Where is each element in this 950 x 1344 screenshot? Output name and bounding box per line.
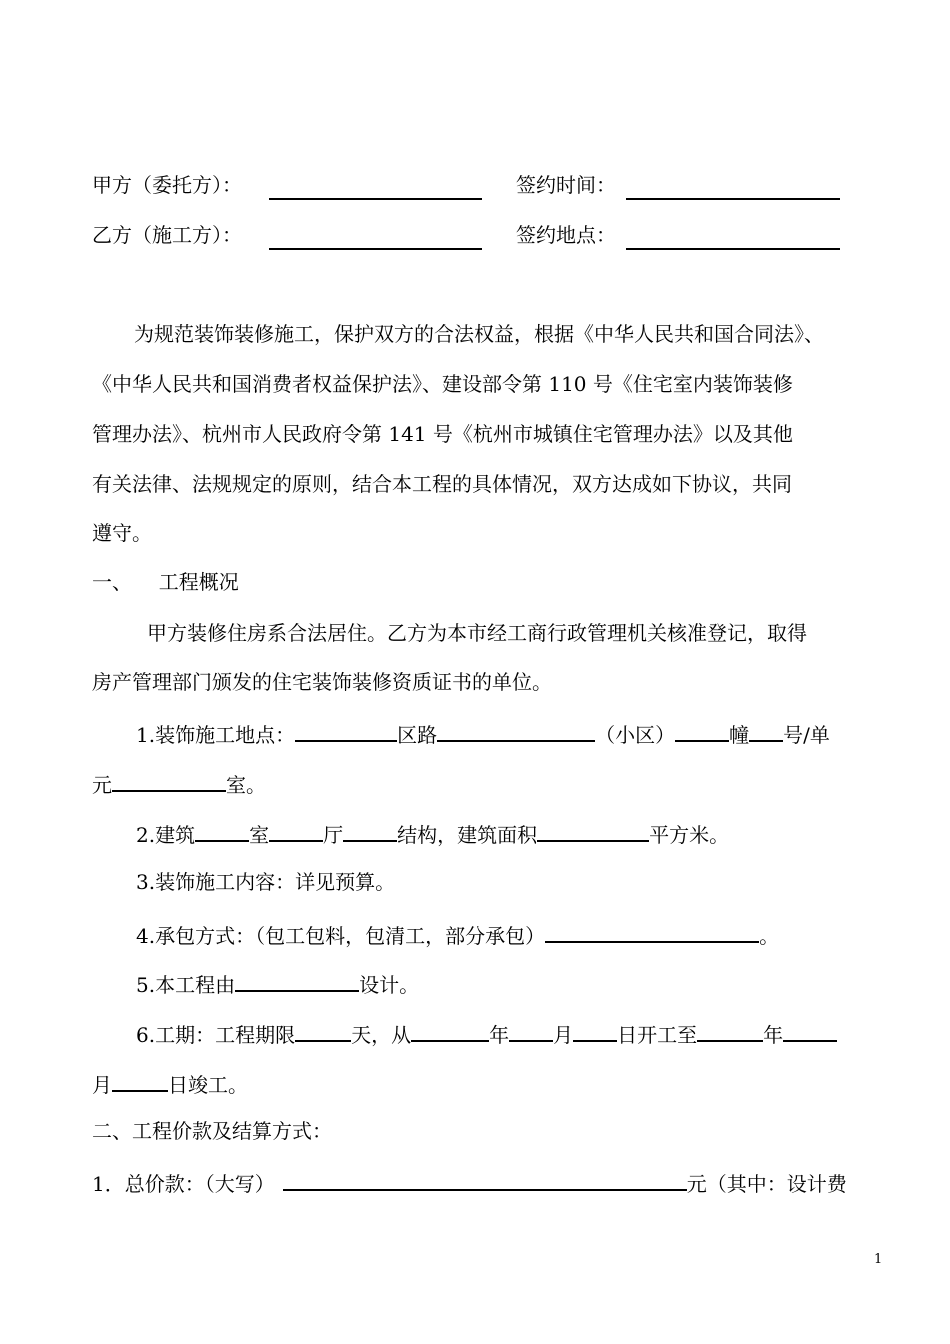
item-1-road-label: 区路 bbox=[397, 723, 438, 747]
room-input[interactable] bbox=[112, 768, 226, 792]
item-1-unit-label: 号/单 bbox=[783, 723, 830, 747]
party-b-row bbox=[92, 222, 242, 248]
section-1-para-line-1: 甲方装修住房系合法居住。乙方为本市经工商行政管理机关核准登记，取得 bbox=[147, 621, 807, 645]
halls-input[interactable] bbox=[269, 818, 323, 842]
intro-line-3: 管理办法》、杭州市人民政府令第 141 号《杭州市城镇住宅管理办法》以及其他 bbox=[92, 422, 793, 446]
section-1-title: 工程概况 bbox=[158, 570, 239, 594]
sign-place-row bbox=[516, 222, 616, 248]
item-1-room-label: 室。 bbox=[226, 773, 266, 797]
total-price-input[interactable] bbox=[283, 1167, 687, 1191]
party-a-label: 甲方（委托方）： bbox=[92, 173, 242, 197]
section-1-heading bbox=[92, 569, 239, 595]
designer-input[interactable] bbox=[235, 968, 359, 992]
item-3-row: 3.装饰施工内容：详见预算。 bbox=[136, 870, 396, 894]
end-day-input[interactable] bbox=[112, 1068, 168, 1092]
item-5-row bbox=[136, 968, 419, 998]
item-4-end: 。 bbox=[759, 924, 780, 948]
item-2-unit-label: 平方米。 bbox=[649, 823, 730, 847]
item-6-end-label: 日竣工。 bbox=[168, 1073, 248, 1097]
party-a-input[interactable] bbox=[269, 198, 482, 200]
sign-place-label: 签约地点： bbox=[516, 223, 616, 247]
item-6-from-label: 天，从 bbox=[351, 1023, 412, 1047]
item-4-row bbox=[136, 919, 779, 949]
district-input[interactable] bbox=[295, 718, 397, 742]
item-2-label: 2.建筑 bbox=[136, 823, 196, 847]
item-1-label: 1.装饰施工地点： bbox=[136, 723, 296, 747]
item-1-community-label: （小区） bbox=[595, 723, 676, 747]
area-input[interactable] bbox=[537, 818, 649, 842]
item-2-area-label: 结构，建筑面积 bbox=[397, 823, 538, 847]
rooms-input[interactable] bbox=[195, 818, 249, 842]
building-input[interactable] bbox=[675, 718, 729, 742]
contract-mode-input[interactable] bbox=[545, 919, 759, 943]
item-5-label: 5.本工程由 bbox=[136, 973, 236, 997]
start-month-input[interactable] bbox=[509, 1018, 553, 1042]
item-2-hall-label: 厅 bbox=[323, 823, 344, 847]
section-1-number: 一、 bbox=[92, 570, 132, 594]
total-price-suffix: 元（其中：设计费 bbox=[686, 1172, 847, 1196]
total-price-label: 1．总价款：（大写） bbox=[92, 1172, 275, 1196]
item-2-room-label: 室 bbox=[249, 823, 270, 847]
section-1-para-line-2: 房产管理部门颁发的住宅装饰装修资质证书的单位。 bbox=[92, 670, 552, 694]
item-6-end-year-label: 年 bbox=[763, 1023, 784, 1047]
item-4-label: 4.承包方式：（包工包料，包清工，部分承包） bbox=[136, 924, 546, 948]
sign-time-label: 签约时间： bbox=[516, 173, 616, 197]
item-6-year-label: 年 bbox=[489, 1023, 510, 1047]
intro-line-5: 遵守。 bbox=[92, 521, 152, 545]
intro-line-1: 为规范装饰装修施工，保护双方的合法权益，根据《中华人民共和国合同法》、 bbox=[134, 322, 824, 346]
sign-time-input[interactable] bbox=[626, 198, 840, 200]
item-6-start-label: 日开工至 bbox=[617, 1023, 698, 1047]
party-a-row bbox=[92, 172, 242, 198]
intro-line-4: 有关法律、法规规定的原则，结合本工程的具体情况，双方达成如下协议，共同 bbox=[92, 472, 792, 496]
sign-place-input[interactable] bbox=[626, 248, 840, 250]
start-day-input[interactable] bbox=[573, 1018, 617, 1042]
item-6-row-2 bbox=[92, 1068, 248, 1098]
item-1-building-label: 幢 bbox=[729, 723, 750, 747]
item-1-row-2 bbox=[92, 768, 266, 798]
party-b-input[interactable] bbox=[269, 248, 482, 250]
item-2-row bbox=[136, 818, 729, 848]
item-6-end-month-label: 月 bbox=[92, 1073, 112, 1097]
item-6-month-label: 月 bbox=[553, 1023, 574, 1047]
section-2-heading: 二、工程价款及结算方式： bbox=[92, 1119, 332, 1143]
item-5-design-label: 设计。 bbox=[359, 973, 420, 997]
number-input[interactable] bbox=[749, 718, 783, 742]
item-1-unit-suffix: 元 bbox=[92, 773, 112, 797]
section-2-item-1 bbox=[92, 1167, 847, 1197]
item-1-row bbox=[136, 718, 830, 748]
item-6-label: 6.工期：工程期限 bbox=[136, 1023, 296, 1047]
start-year-input[interactable] bbox=[411, 1018, 489, 1042]
page-number: 1 bbox=[874, 1252, 883, 1267]
structure-input[interactable] bbox=[343, 818, 397, 842]
sign-time-row bbox=[516, 172, 616, 198]
intro-line-2: 《中华人民共和国消费者权益保护法》、建设部令第 110 号《住宅室内装饰装修 bbox=[92, 372, 793, 396]
end-month-input[interactable] bbox=[783, 1018, 837, 1042]
party-b-label: 乙方（施工方）： bbox=[92, 223, 242, 247]
road-input[interactable] bbox=[437, 718, 595, 742]
end-year-input[interactable] bbox=[697, 1018, 763, 1042]
days-input[interactable] bbox=[295, 1018, 351, 1042]
item-6-row bbox=[136, 1018, 837, 1048]
